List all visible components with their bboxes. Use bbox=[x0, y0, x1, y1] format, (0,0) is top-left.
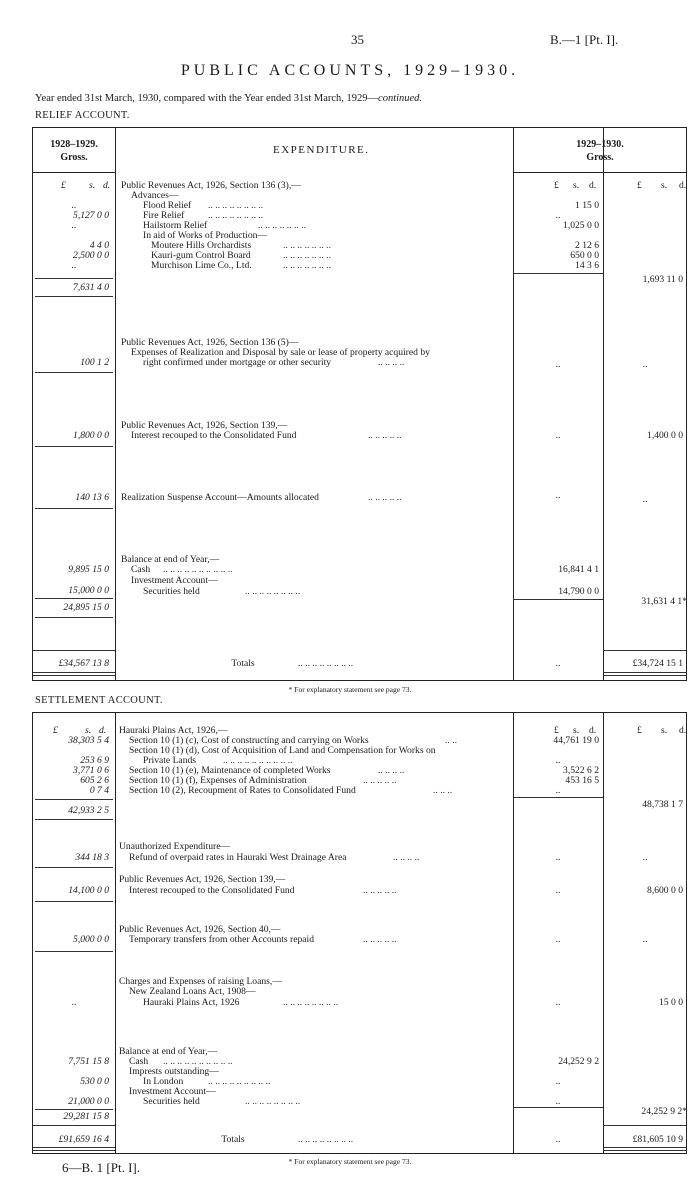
prev-set-s10e: 3,771 0 6 bbox=[73, 765, 109, 776]
prev-set-refund: 344 18 3 bbox=[75, 852, 109, 863]
relief-securities: Securities held bbox=[143, 586, 200, 597]
set-pra40: Public Revenues Act, 1926, Section 40,— bbox=[119, 924, 281, 935]
settlement-account-label: SETTLEMENT ACCOUNT. bbox=[35, 695, 163, 706]
prev-set-total: £91,659 16 4 bbox=[58, 1134, 109, 1145]
relief-col-prev-header: 1928–1929. Gross. bbox=[50, 139, 98, 163]
page-number: 35 bbox=[351, 32, 364, 47]
relief-investment: Investment Account— bbox=[131, 575, 218, 586]
relief-footnote: * For explanatory statement see page 73. bbox=[288, 685, 412, 694]
sub-murchison: 14 3 6 bbox=[575, 260, 599, 271]
prev-pence-head: d. bbox=[103, 180, 111, 191]
set-cur-pound-head: £ bbox=[637, 725, 642, 736]
sub-pound-head: £ bbox=[554, 180, 559, 191]
prev-relief-securities: 15,000 0 0 bbox=[68, 585, 109, 596]
footer-reference: 6—B. 1 [Pt. I]. bbox=[62, 1160, 140, 1175]
sub-set-s10e: 3,522 6 2 bbox=[563, 765, 599, 776]
prev-set-interest: 14,100 0 0 bbox=[68, 885, 109, 896]
relief-interest: Interest recouped to the Consolidated Fund bbox=[131, 430, 297, 441]
set-cur-pence-head: d. bbox=[679, 725, 687, 736]
sub-kauri: 650 0 0 bbox=[570, 250, 599, 261]
cur-advances: 1,693 11 0 bbox=[642, 274, 683, 285]
set-s10c: Section 10 (1) (c), Cost of constructing and carrying on Works bbox=[129, 735, 369, 746]
set-nz-loans-act: New Zealand Loans Act, 1908— bbox=[129, 986, 256, 997]
relief-suspense: Realization Suspense Account—Amounts allocated bbox=[121, 492, 319, 503]
relief-works: In aid of Works of Production— bbox=[143, 230, 268, 241]
cur-set-total: £81,605 10 9 bbox=[632, 1134, 683, 1145]
sub-flood: 1 15 0 bbox=[575, 200, 599, 211]
set-sub-pound-head: £ bbox=[554, 725, 559, 736]
relief-fire: Fire Relief bbox=[143, 210, 185, 221]
settlement-totals-label: Totals bbox=[221, 1134, 245, 1145]
relief-moutere: Moutere Hills Orchardists bbox=[151, 240, 252, 251]
prev-set-s10f: 605 2 6 bbox=[80, 775, 109, 786]
sub-moutere: 2 12 6 bbox=[575, 240, 599, 251]
relief-hail: Hailstorm Relief bbox=[143, 220, 208, 231]
cur-shilling-head: s. bbox=[661, 180, 668, 191]
page-subtitle: Year ended 31st March, 1930, compared with the Year ended 31st March, 1929—continued. bbox=[35, 93, 423, 104]
prev-set-balance-total: 29,281 15 8 bbox=[63, 1111, 109, 1122]
cur-relief-total: £34,724 15 1 bbox=[632, 658, 683, 669]
sub-set-cash: 24,252 9 2 bbox=[558, 1056, 599, 1067]
set-sub-shilling-head: s. bbox=[573, 725, 580, 736]
document-reference: B.—1 [Pt. I]. bbox=[550, 32, 619, 47]
page-title: PUBLIC ACCOUNTS, 1929–1930. bbox=[180, 62, 520, 79]
set-cur-shilling-head: s. bbox=[661, 725, 668, 736]
sub-relief-securities: 14,790 0 0 bbox=[558, 586, 599, 597]
prev-relief-suspense: 140 13 6 bbox=[75, 492, 109, 503]
prev-relief-balance-total: 24,895 15 0 bbox=[63, 602, 109, 613]
set-temporary-transfers: Temporary transfers from other Accounts repaid bbox=[129, 934, 315, 945]
relief-account-label: RELIEF ACCOUNT. bbox=[35, 110, 130, 121]
set-hauraki-plains-act: Hauraki Plains Act, 1926 bbox=[143, 997, 240, 1008]
set-balance: Balance at end of Year,— bbox=[119, 1046, 218, 1057]
prev-shilling-head: s. bbox=[89, 180, 96, 191]
relief-advances: Advances— bbox=[131, 190, 179, 201]
set-s10e: Section 10 (1) (e), Maintenance of completed Works bbox=[129, 765, 331, 776]
prev-relief-total: £34,567 13 8 bbox=[58, 658, 109, 669]
set-unauthorized: Unauthorized Expenditure— bbox=[119, 841, 231, 852]
sub-hail: 1,025 0 0 bbox=[563, 220, 599, 231]
prev-fire: 5,127 0 0 bbox=[73, 210, 109, 221]
sub-relief-cash: 16,841 4 1 bbox=[558, 564, 599, 575]
relief-pra136-5: Public Revenues Act, 1926, Section 136 (5)— bbox=[121, 337, 299, 348]
sub-set-s10f: 453 16 5 bbox=[565, 775, 599, 786]
prev-set-s10c: 38,303 5 4 bbox=[68, 735, 109, 746]
set-imprests: Imprests outstanding— bbox=[129, 1066, 219, 1077]
relief-col-expenditure-header: EXPENDITURE. bbox=[273, 144, 370, 156]
set-s102: Section 10 (2), Recoupment of Rates to Consolidated Fund bbox=[129, 785, 356, 796]
set-interest: Interest recouped to the Consolidated Fund bbox=[129, 885, 295, 896]
prev-set-temporary: 5,000 0 0 bbox=[73, 934, 109, 945]
prev-set-securities: 21,000 0 0 bbox=[68, 1096, 109, 1107]
set-cash: Cash bbox=[129, 1056, 149, 1067]
relief-account-table: 1928–1929. Gross. EXPENDITURE. 1929–1930. Gross. £ s. d. £ s. d. £ s. d. Public Revenues Act, 1926, Section 136 (3),— Advances— Flood Relief Fire Relief Hailstorm Relief In aid of Works of Production— Moutere Hills Orchardists Kauri-gum Control Board Murchison Lime Co., Ltd. .. .. .. .. .. .. .. .. .. .. .. .. .. .. .. .. .. .. .. .. .. .. .. .. .. .. .. .. .. .. .. .. .. .. .. .. .. .. .. .. .. .. .. .. 5,127 0 0 4 4 0 2,500 0 0 .. .. .. 7,631 4 0 1 15 0 .. 1,025 0 0 2 12 6 650 0 0 14 3 6 1,693 11 0 Public Revenues Act, 1926, Section 136 (5)— Expenses of Realization and Disposal by sale or lease of property acquired by right confirmed under mortgage or other security .. .. .. .. 100 1 2 .. .. Public Revenues Act, 1926, Section 139,— Interest recouped to the Consolidated Fund .. .. .. .. .. 1,800 0 0 .. 1,400 0 0 Realization Suspense Account—Amounts allocated .. .. .. .. .. 140 13 6 .. .. Balance at end of Year,— Cash Investment Account— Securities held .. .. .. .. .. .. .. .. .. .. .. .. .. .. .. .. .. .. 9,895 15 0 15,000 0 0 24,895 15 0 16,841 4 1 14,790 0 0 31,631 4 1* Totals .. .. .. .. .. .. .. .. £34,567 13 8 .. £34,724 15 1 bbox=[32, 127, 687, 681]
cur-relief-balance: 31,631 4 1* bbox=[641, 596, 687, 607]
relief-pra139: Public Revenues Act, 1926, Section 139,— bbox=[121, 420, 288, 431]
set-pra139: Public Revenues Act, 1926, Section 139,— bbox=[119, 874, 286, 885]
relief-col-current-header: 1929–1930. Gross. bbox=[576, 139, 624, 163]
set-prev-pence-head: d. bbox=[99, 725, 107, 736]
settlement-account-table: £ s. d. £ s. d. £ s. d. Hauraki Plains Act, 1926,— Section 10 (1) (c), Cost of constructing and carrying on Works .. .. Section 10 (1) (d), Cost of Acquisition of Land and Compensation for Works on Private Lands .. .. .. .. .. .. .. .. .. .. Section 10 (1) (e), Maintenance of completed Works .. .. .. .. Section 10 (1) (f), Expenses of Administration .. .. .. .. .. Section 10 (2), Recoupment of Rates to Consolidated Fund .. .. .. 38,303 5 4 253 6 9 3,771 0 6 605 2 6 0 7 4 42,933 2 5 44,761 19 0 .. 3,522 6 2 453 16 5 .. 48,738 1 7 Unauthorized Expenditure— Refund of overpaid rates in Hauraki West Drainage Area .. .. .. .. 344 18 3 .. .. Public Revenues Act, 1926, Section 139,— Interest recouped to the Consolidated Fund .. .. .. .. .. 14,100 0 0 .. 8,600 0 0 Public Revenues Act, 1926, Section 40,— Temporary transfers from other Accounts repaid .. .. .. .. .. 5,000 0 0 .. .. Charges and Expenses of raising Loans,— New Zealand Loans Act, 1908— Hauraki Plains Act, 1926 .. .. .. .. .. .. .. .. .. .. 15 0 0 Balance at end of Year,— Cash .. .. .. .. .. .. .. .. .. .. Imprests outstanding— In London .. .. .. .. .. .. .. .. .. Investment Account— Securities held .. .. .. .. .. .. .. .. 7,751 15 8 530 0 0 21,000 0 0 29,281 15 8 24,252 9 2 .. .. 24,252 9 2* Totals .. .. .. .. .. .. .. .. £91,659 16 4 .. £81,605 10 9 bbox=[32, 712, 687, 1154]
sub-set-s10c: 44,761 19 0 bbox=[553, 735, 599, 746]
relief-totals-label: Totals bbox=[231, 658, 255, 669]
set-securities: Securities held bbox=[143, 1096, 200, 1107]
set-london: In London bbox=[143, 1076, 184, 1087]
set-refund: Refund of overpaid rates in Hauraki West Drainage Area bbox=[129, 852, 347, 863]
cur-set-hauraki: 48,738 1 7 bbox=[642, 799, 683, 810]
set-s10d-line2: Private Lands bbox=[143, 755, 197, 766]
relief-exp-line2: right confirmed under mortgage or other security bbox=[143, 357, 332, 368]
relief-pra136-3: Public Revenues Act, 1926, Section 136 (3),— bbox=[121, 180, 301, 191]
sub-pence-head: d. bbox=[589, 180, 597, 191]
prev-set-subtotal: 42,933 2 5 bbox=[68, 805, 109, 816]
set-s10d-line1: Section 10 (1) (d), Cost of Acquisition of Land and Compensation for Works on bbox=[129, 745, 436, 756]
cur-set-balance: 24,252 9 2* bbox=[641, 1106, 687, 1117]
prev-relief-expenses: 100 1 2 bbox=[80, 357, 109, 368]
prev-relief-subtotal: 7,631 4 0 bbox=[73, 282, 109, 293]
prev-set-cash: 7,751 15 8 bbox=[68, 1056, 109, 1067]
prev-relief-interest: 1,800 0 0 bbox=[73, 430, 109, 441]
prev-relief-cash: 9,895 15 0 bbox=[68, 564, 109, 575]
prev-set-london: 530 0 0 bbox=[80, 1076, 109, 1087]
set-investment: Investment Account— bbox=[129, 1086, 216, 1097]
set-sub-pence-head: d. bbox=[589, 725, 597, 736]
cur-pence-head: d. bbox=[679, 180, 687, 191]
prev-set-s10d: 253 6 9 bbox=[80, 755, 109, 766]
set-charges: Charges and Expenses of raising Loans,— bbox=[119, 976, 282, 987]
relief-balance: Balance at end of Year,— bbox=[121, 554, 220, 565]
relief-murchison: Murchison Lime Co., Ltd. bbox=[151, 260, 252, 271]
cur-set-charges: 15 0 0 bbox=[659, 997, 683, 1008]
prev-set-s102: 0 7 4 bbox=[89, 785, 109, 796]
set-prev-pound-head: £ bbox=[53, 725, 58, 736]
sub-shilling-head: s. bbox=[573, 180, 580, 191]
set-hauraki: Hauraki Plains Act, 1926,— bbox=[119, 725, 228, 736]
cur-pound-head: £ bbox=[637, 180, 642, 191]
cur-relief-interest: 1,400 0 0 bbox=[647, 430, 683, 441]
relief-flood: Flood Relief bbox=[143, 200, 192, 211]
settlement-footnote: * For explanatory statement see page 73. bbox=[288, 1157, 412, 1166]
set-s10f: Section 10 (1) (f), Expenses of Administration bbox=[129, 775, 307, 786]
relief-kauri: Kauri-gum Control Board bbox=[151, 250, 251, 261]
cur-set-interest: 8,600 0 0 bbox=[647, 885, 683, 896]
prev-kauri: 2,500 0 0 bbox=[73, 250, 109, 261]
relief-cash: Cash bbox=[131, 564, 151, 575]
prev-pound-head: £ bbox=[61, 180, 66, 191]
prev-moutere: 4 4 0 bbox=[89, 240, 109, 251]
relief-exp-line1: Expenses of Realization and Disposal by sale or lease of property acquired by bbox=[131, 347, 430, 358]
set-prev-shilling-head: s. bbox=[85, 725, 92, 736]
